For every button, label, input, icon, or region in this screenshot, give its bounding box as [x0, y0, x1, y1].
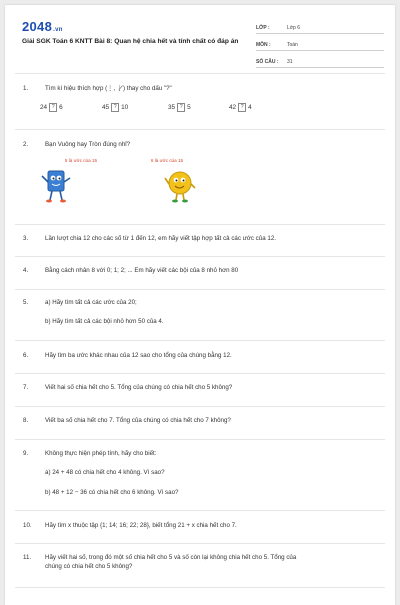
question-text: Không thực hiện phép tính, hãy cho biết:	[45, 450, 157, 457]
question-divider	[15, 373, 385, 374]
operand-left: 24	[40, 104, 48, 111]
question-divider	[15, 587, 385, 588]
answer-box[interactable]: ?	[177, 103, 185, 112]
question-divider	[15, 543, 385, 544]
answer-box[interactable]: ?	[49, 103, 57, 112]
question-text: Tìm kí hiệu thích hợp (⋮, ⋮̸) thay cho dấu "?"	[45, 85, 172, 92]
site-logo[interactable]	[22, 19, 63, 34]
question-text-line1: Hãy viết hai số, trong đó một số chia hết cho 5 và số còn lại không chia hết cho 5. Tổng của	[45, 554, 297, 561]
meta-key: LỚP :	[256, 25, 270, 31]
question-part-a: a) Hãy tìm tất cả các ước của 20;	[45, 299, 137, 306]
meta-key: SỐ CÂU :	[256, 59, 279, 65]
speech-bubble-square: 5 là ước của 15	[64, 158, 98, 163]
speech-bubble-round: 6 là ước của 15	[150, 158, 184, 163]
operand-right: 5	[187, 104, 191, 111]
question-divider	[15, 256, 385, 257]
operand-right: 10	[121, 104, 129, 111]
operand-right: 4	[248, 104, 252, 111]
question-divider	[15, 224, 385, 225]
question-number: 3.	[23, 235, 29, 242]
question-number: 4.	[23, 267, 29, 274]
operand-left: 45	[102, 104, 110, 111]
question-text: Bằng cách nhân 8 với 0; 1; 2; ... Em hãy viết các bội của 8 nhỏ hơn 80	[45, 267, 239, 274]
question-part-b: b) Hãy tìm tất cả các bội nhỏ hơn 50 của 4.	[45, 318, 164, 325]
question-text: Viết ba số chia hết cho 7. Tổng của chúng có chia hết cho 7 không?	[45, 417, 231, 424]
document-title: Giải SGK Toán 6 KNTT Bài 8: Quan hệ chia hết và tính chất có đáp án	[22, 38, 239, 45]
question-number: 2.	[23, 141, 29, 148]
question-text-line2: chúng có chia hết cho 5 không?	[45, 563, 133, 570]
question-divider	[15, 406, 385, 407]
logo-suffix: .vn	[53, 27, 63, 33]
meta-panel	[256, 19, 384, 70]
relation-item	[102, 103, 128, 112]
logo-main: 2048	[22, 19, 53, 34]
relation-item	[229, 103, 252, 112]
round-character-icon	[163, 168, 199, 204]
question-number: 9.	[23, 450, 29, 457]
question-text: Bạn Vuông hay Tròn đúng nhỉ?	[45, 141, 131, 148]
question-number: 11.	[23, 554, 32, 561]
meta-row-class	[256, 19, 384, 34]
question-part-b: b) 48 + 12 − 36 có chia hết cho 6 không. Vì sao?	[45, 489, 179, 496]
question-divider	[15, 439, 385, 440]
question-divider	[15, 289, 385, 290]
meta-row-count	[256, 53, 384, 68]
meta-value: Lớp 6	[287, 25, 301, 31]
answer-box[interactable]: ?	[238, 103, 246, 112]
operand-right: 6	[59, 104, 63, 111]
question-number: 8.	[23, 417, 29, 424]
operand-left: 35	[168, 104, 176, 111]
question-divider	[15, 129, 385, 130]
question-text: Lần lượt chia 12 cho các số từ 1 đến 12, em hãy viết tập hợp tất cả các ước của 12.	[45, 235, 276, 242]
question-part-a: a) 24 + 48 có chia hết cho 4 không. Vì sao?	[45, 469, 165, 476]
question-divider	[15, 510, 385, 511]
question-number: 7.	[23, 384, 29, 391]
operand-left: 42	[229, 104, 237, 111]
meta-value: Toán	[287, 42, 298, 48]
question-number: 6.	[23, 352, 29, 359]
question-number: 5.	[23, 299, 29, 306]
question-number: 1.	[23, 85, 29, 92]
square-character-icon	[38, 168, 78, 204]
question-text: Hãy tìm ba ước khác nhau của 12 sao cho tổng của chúng bằng 12.	[45, 352, 232, 359]
answer-box[interactable]: ?	[111, 103, 119, 112]
question-text: Hãy tìm x thuộc tập {1; 14; 16; 22; 28}, biết tổng 21 + x chia hết cho 7.	[45, 522, 237, 529]
relation-item	[168, 103, 191, 112]
meta-value: 31	[287, 59, 293, 65]
header-divider	[15, 73, 385, 74]
question-text: Viết hai số chia hết cho 5. Tổng của chúng có chia hết cho 5 không?	[45, 384, 233, 391]
meta-key: MÔN :	[256, 42, 271, 48]
question-number: 10.	[23, 522, 32, 529]
meta-row-subject	[256, 36, 384, 51]
relation-item	[40, 103, 63, 112]
worksheet-page	[5, 5, 395, 605]
question-divider	[15, 340, 385, 341]
